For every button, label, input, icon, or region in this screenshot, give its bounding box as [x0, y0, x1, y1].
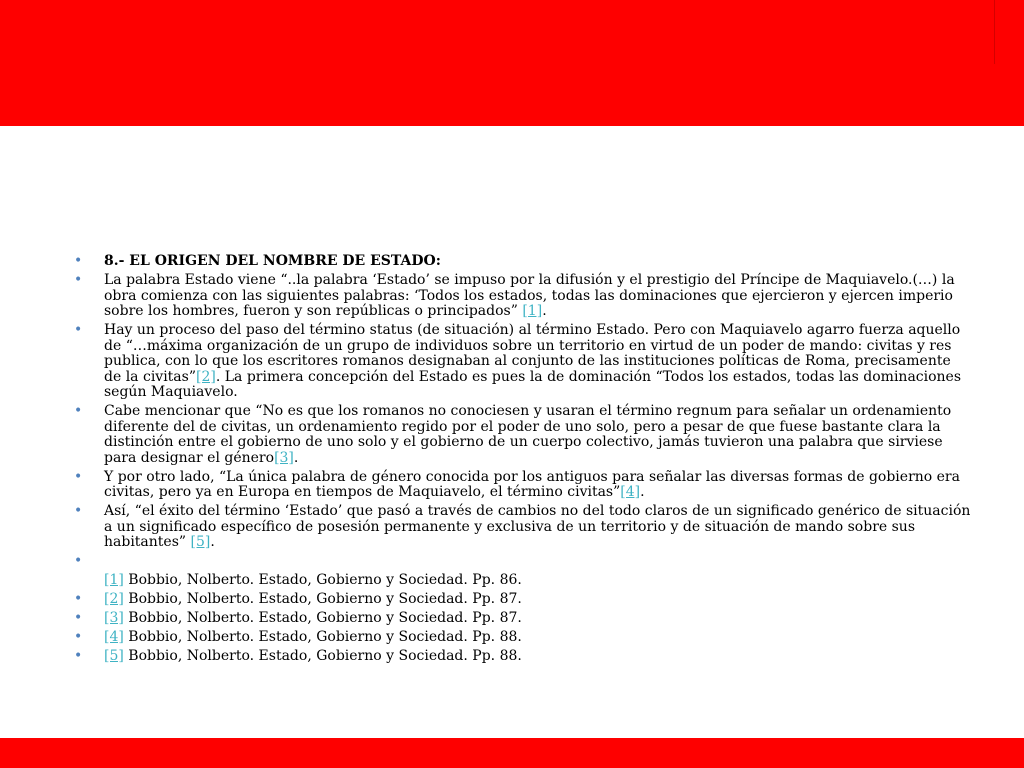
footnote-1-text: Bobbio, Nolberto. Estado, Gobierno y Sociedad. Pp. 86. [123, 572, 522, 588]
footnote-5-text: Bobbio, Nolberto. Estado, Gobierno y Sociedad. Pp. 88. [123, 648, 522, 664]
footnote-ref-3[interactable]: [3] [104, 610, 124, 626]
bullet-icon: • [74, 468, 83, 485]
list-item-footnote-5 [72, 649, 972, 665]
list-item-paragraph-2 [72, 323, 972, 401]
footnote-ref-2[interactable]: [2] [104, 591, 124, 607]
list-item-paragraph-5 [72, 504, 972, 551]
paragraph-4-text: Y por otro lado, “La única palabra de género conocida por los antiguos para señalar las diversas formas de gobierno era civitas, pero ya en Europa en tiempos de Maquiavelo, el término civitas” [104, 468, 960, 500]
bullet-list [72, 254, 972, 665]
bottom-red-band [0, 738, 1024, 768]
footnote-ref-4[interactable]: [4] [104, 629, 124, 645]
footnote-4-text: Bobbio, Nolberto. Estado, Gobierno y Sociedad. Pp. 88. [123, 629, 522, 645]
footnote-ref-5[interactable]: [5] [104, 648, 124, 664]
bullet-icon: • [74, 503, 83, 519]
bullet-icon: • [74, 403, 83, 419]
top-band-divider [994, 0, 995, 64]
footnote-link-3[interactable]: [3] [274, 449, 294, 466]
bullet-icon: • [74, 591, 83, 607]
footnote-3-text: Bobbio, Nolberto. Estado, Gobierno y Sociedad. Pp. 87. [123, 610, 522, 626]
empty-line [104, 553, 108, 569]
bullet-icon: • [74, 610, 83, 626]
paragraph-3-text: Cabe mencionar que “No es que los romanos no conociesen y usaran el término regnum para señalar un ordenamiento diferente del de civitas, un ordenamiento regido por el poder de uno solo, pero a pesar de que fuese bastante clara la distinción entre el gobierno de uno solo y el gobierno de un cuerpo colectivo, jamás tuvieron una palabra que sirviese para designar el género [104, 403, 952, 466]
footnote-link-4[interactable]: [4] [620, 484, 641, 500]
paragraph-3-after: . [293, 449, 299, 466]
list-item-footnote-1 [72, 573, 972, 589]
list-item-paragraph-1 [72, 273, 972, 320]
list-item-footnote-2 [72, 592, 972, 608]
paragraph-4-after: . [640, 484, 645, 500]
section-heading: 8.- EL ORIGEN DEL NOMBRE DE ESTADO: [104, 253, 441, 269]
bullet-icon: • [74, 322, 83, 338]
paragraph-2-after: . La primera concepción del Estado es pues la de dominación “Todos los estados, todas las dominaciones según Maquiavelo. [104, 368, 962, 400]
bullet-icon: • [74, 253, 83, 269]
footnote-ref-1[interactable]: [1] [104, 572, 124, 588]
paragraph-2-text: Hay un proceso del paso del término status (de situación) al término Estado. Pero con Maquiavelo agarro fuerza aquello de “…máxima organización de un grupo de individuos sobre un territorio en virtud de un poder de mando: civitas y res publica, con lo que los escritores romanos designaban al conjunto de las instituciones políticas de Roma, precisamente de la civitas” [104, 322, 961, 385]
footnote-link-1[interactable]: [1] [522, 303, 543, 319]
bullet-icon: • [74, 272, 83, 288]
paragraph-5-text: Así, “el éxito del término ‘Estado’ que pasó a través de cambios no del todo claros de un significado genérico de situación a un significado específico de posesión permanente y exclusiva de un territorio y de situación de mando sobre sus habitantes” [104, 503, 971, 550]
paragraph-1-text: La palabra Estado viene “..la palabra ‘Estado’ se impuso por la difusión y el prestigio del Príncipe de Maquiavelo.(…) la obra comienza con las siguientes palabras: ‘Todos los estados, todas las dominaciones que ejercieron y ejercen imperio sobre los hombres, fueron y son repúblicas o principados” [104, 272, 955, 319]
top-red-band [0, 0, 1024, 126]
bullet-icon: • [74, 629, 83, 645]
footnote-link-2[interactable]: [2] [196, 368, 216, 385]
list-item-paragraph-4 [72, 470, 972, 501]
list-item-paragraph-3 [72, 404, 972, 466]
bullet-icon: • [74, 553, 83, 569]
list-item-heading [72, 254, 972, 270]
paragraph-1-after: . [542, 303, 547, 319]
footnote-2-text: Bobbio, Nolberto. Estado, Gobierno y Sociedad. Pp. 87. [123, 591, 522, 607]
footnote-link-5[interactable]: [5] [190, 534, 211, 550]
list-item-footnote-4 [72, 630, 972, 646]
bullet-icon: • [74, 648, 83, 664]
paragraph-5-after: . [210, 534, 215, 550]
list-item-footnote-3 [72, 611, 972, 627]
list-item-empty [72, 554, 972, 570]
slide-content [72, 254, 972, 668]
